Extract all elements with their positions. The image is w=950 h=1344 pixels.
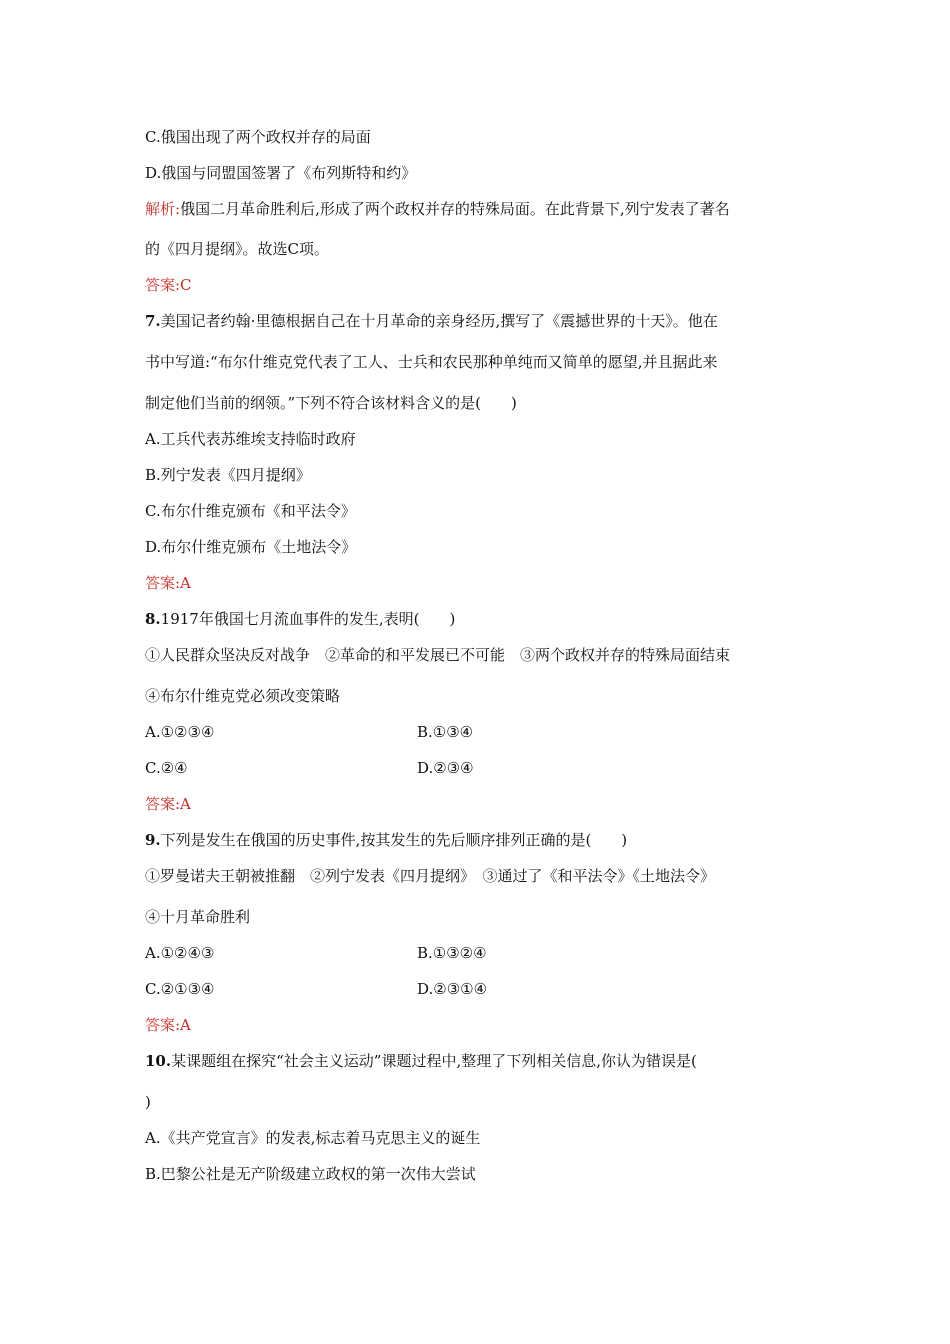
q10-number: 10. [145,1052,172,1070]
q10-stem-line-1 [145,1051,697,1071]
q6-analysis-line-1 [145,199,730,219]
q7-option-c: C.布尔什维克颁布《和平法令》 [145,502,356,520]
q9-number: 9. [145,831,161,849]
q8-option-b: B.①③④ [417,723,474,741]
q8-options-row-1 [145,722,805,742]
q8-stem [145,609,455,629]
q8-stem-text: 1917年俄国七月流血事件的发生,表明( ) [160,610,456,628]
q7-stem-line-2: 书中写道:“布尔什维克党代表了工人、士兵和农民那种单纯而又简单的愿望,并且据此来 [145,353,718,371]
q10-stem-line-2: ) [145,1093,151,1111]
q9-options-row-2 [145,979,805,999]
q10-option-b: B.巴黎公社是无产阶级建立政权的第一次伟大尝试 [145,1165,476,1183]
q9-option-c: C.②①③④ [145,980,215,998]
q9-option-d: D.②③①④ [417,980,488,998]
q7-number: 7. [145,312,161,330]
q8-option-c: C.②④ [145,759,188,777]
q6-answer: 答案:C [145,276,192,294]
q7-stem-line-3: 制定他们当前的纲领。”下列不符合该材料含义的是( ) [145,394,517,412]
q7-answer: 答案:A [145,574,191,592]
q10-option-a: A.《共产党宣言》的发表,标志着马克思主义的诞生 [145,1129,481,1147]
q10-stem-text: 某课题组在探究“社会主义运动”课题过程中,整理了下列相关信息,你认为错误是( [171,1052,697,1070]
q6-option-d: D.俄国与同盟国签署了《布列斯特和约》 [145,164,417,182]
q8-answer: 答案:A [145,795,191,813]
q8-items-line-1: ①人民群众坚决反对战争 ②革命的和平发展已不可能 ③两个政权并存的特殊局面结束 [145,646,731,664]
analysis-label: 解析: [145,200,181,218]
q6-option-c: C.俄国出现了两个政权并存的局面 [145,128,371,146]
q6-analysis-line-2: 的《四月提纲》。故选C项。 [145,240,329,258]
q8-option-d: D.②③④ [417,759,474,777]
q9-items-line-1: ①罗曼诺夫王朝被推翻 ②列宁发表《四月提纲》 ③通过了《和平法令》《土地法令》 [145,867,716,885]
q9-answer: 答案:A [145,1016,191,1034]
q7-option-b: B.列宁发表《四月提纲》 [145,466,311,484]
q7-option-a: A.工兵代表苏维埃支持临时政府 [145,430,356,448]
analysis-text: 俄国二月革命胜利后,形成了两个政权并存的特殊局面。在此背景下,列宁发表了著名 [180,200,730,218]
q7-option-d: D.布尔什维克颁布《土地法令》 [145,538,357,556]
q8-options-row-2 [145,758,805,778]
q8-option-a: A.①②③④ [145,723,215,741]
q9-items-line-2: ④十月革命胜利 [145,908,251,926]
q8-items-line-2: ④布尔什维克党必须改变策略 [145,687,341,705]
q9-stem [145,830,627,850]
q9-stem-text: 下列是发生在俄国的历史事件,按其发生的先后顺序排列正确的是( ) [160,831,628,849]
q9-option-a: A.①②④③ [145,944,215,962]
q8-number: 8. [145,610,161,628]
q7-stem-text: 美国记者约翰·里德根据自己在十月革命的亲身经历,撰写了《震撼世界的十天》。他在 [160,312,718,330]
q7-stem-line-1 [145,311,718,331]
q9-option-b: B.①③②④ [417,944,487,962]
q9-options-row-1 [145,943,805,963]
